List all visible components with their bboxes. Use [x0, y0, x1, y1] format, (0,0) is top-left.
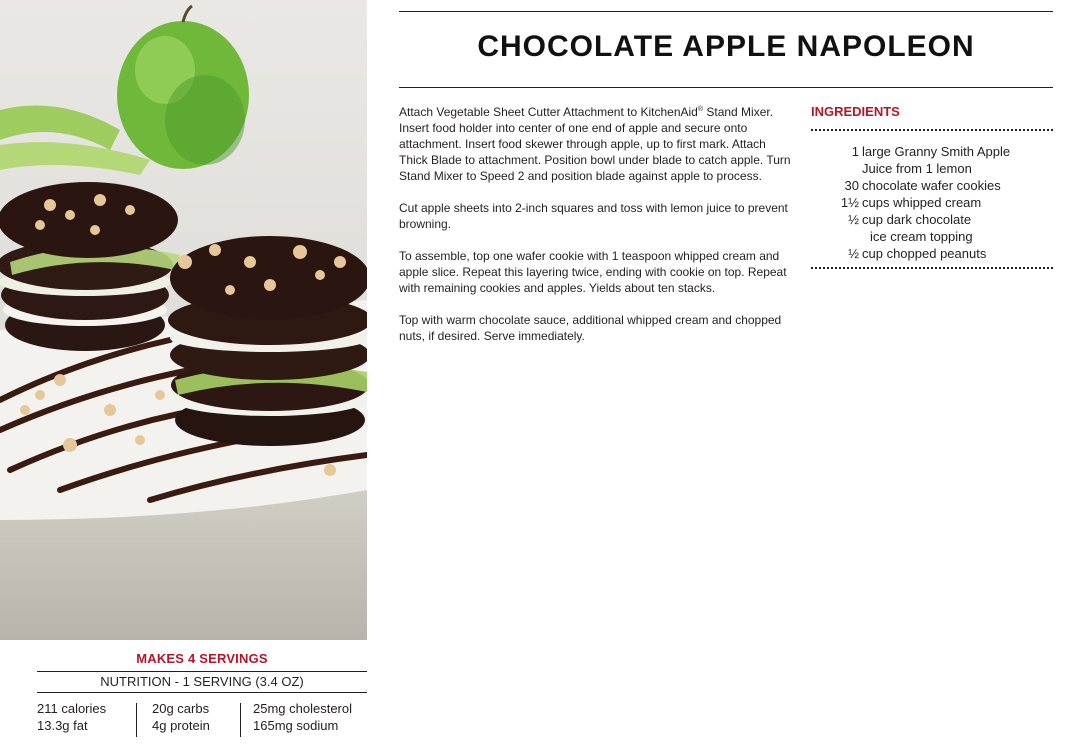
ingredients-divider-bottom — [811, 267, 1053, 269]
direction-paragraph: Cut apple sheets into 2-inch squares and toss with lemon juice to prevent browning. — [399, 201, 788, 231]
recipe-title: CHOCOLATE APPLE NAPOLEON — [477, 30, 975, 63]
ingredient-text: cups whipped cream — [862, 195, 982, 210]
nutrition-fat: 13.3g fat — [37, 718, 88, 733]
ingredient-quantity: 1½ — [840, 195, 859, 210]
ingredient-text: large Granny Smith Apple — [862, 144, 1011, 159]
ingredient-quantity: 30 — [844, 178, 859, 193]
ingredient-quantity: ½ — [848, 212, 859, 227]
ingredient-quantity: 1 — [851, 144, 859, 159]
ingredients-list — [811, 143, 1053, 262]
nutrition-carbs: 20g carbs — [152, 701, 210, 716]
ingredient-item — [811, 177, 1053, 194]
ingredient-text: Juice from 1 lemon — [862, 161, 972, 176]
ingredients-heading: INGREDIENTS — [811, 104, 900, 119]
nutrition-cholesterol: 25mg cholesterol — [253, 701, 352, 716]
ingredient-quantity — [811, 228, 862, 245]
recipe-photo — [0, 0, 367, 640]
direction-paragraph: Top with warm chocolate sauce, additional whipped cream and chopped nuts, if desired. Serve immediately. — [399, 313, 782, 343]
ingredient-text: cup chopped peanuts — [862, 246, 987, 261]
nutrition-title: NUTRITION - 1 SERVING (3.4 OZ) — [37, 671, 367, 693]
ingredient-item — [811, 160, 1053, 177]
photo-illustration — [0, 0, 367, 640]
nutrition-column-2 — [152, 700, 210, 734]
ingredient-quantity: ½ — [848, 246, 859, 261]
title-rule-bottom — [399, 87, 1053, 88]
ingredient-text: ice cream topping — [870, 229, 973, 244]
direction-paragraph: Attach Vegetable Sheet Cutter Attachment to KitchenAid® Stand Mixer. Insert food holder into center of one end of apple and secure onto attachment. Insert food skewer through apple, up to first mark. Attach Thick Blade to attachment. Position bowl under blade to catch apple. Turn Stand Mixer to Speed 2 and position blade against apple to process. — [399, 105, 791, 183]
ingredient-item — [811, 143, 1053, 160]
ingredient-item — [811, 228, 1053, 245]
nutrition-column-3 — [253, 700, 352, 734]
ingredient-item — [811, 211, 1053, 228]
nutrition-column-1 — [37, 700, 106, 734]
servings-label: MAKES 4 SERVINGS — [136, 651, 268, 666]
ingredient-quantity — [811, 160, 862, 177]
directions — [399, 104, 794, 360]
ingredient-item — [811, 194, 1053, 211]
nutrition-sodium: 165mg sodium — [253, 718, 339, 733]
nutrition-divider — [240, 703, 241, 737]
nutrition-divider — [136, 703, 137, 737]
title-rule-top — [399, 11, 1053, 12]
ingredient-text: chocolate wafer cookies — [862, 178, 1001, 193]
nutrition-calories: 211 calories — [37, 701, 107, 716]
direction-paragraph: To assemble, top one wafer cookie with 1 teaspoon whipped cream and apple slice. Repeat this layering twice, ending with cookie on top. Repeat with remaining cookies and apples. Yields about ten stacks. — [399, 249, 787, 295]
nutrition-protein: 4g protein — [152, 718, 210, 733]
ingredient-text: cup dark chocolate — [862, 212, 972, 227]
ingredients-divider-top — [811, 129, 1053, 131]
ingredient-item — [811, 245, 1053, 262]
